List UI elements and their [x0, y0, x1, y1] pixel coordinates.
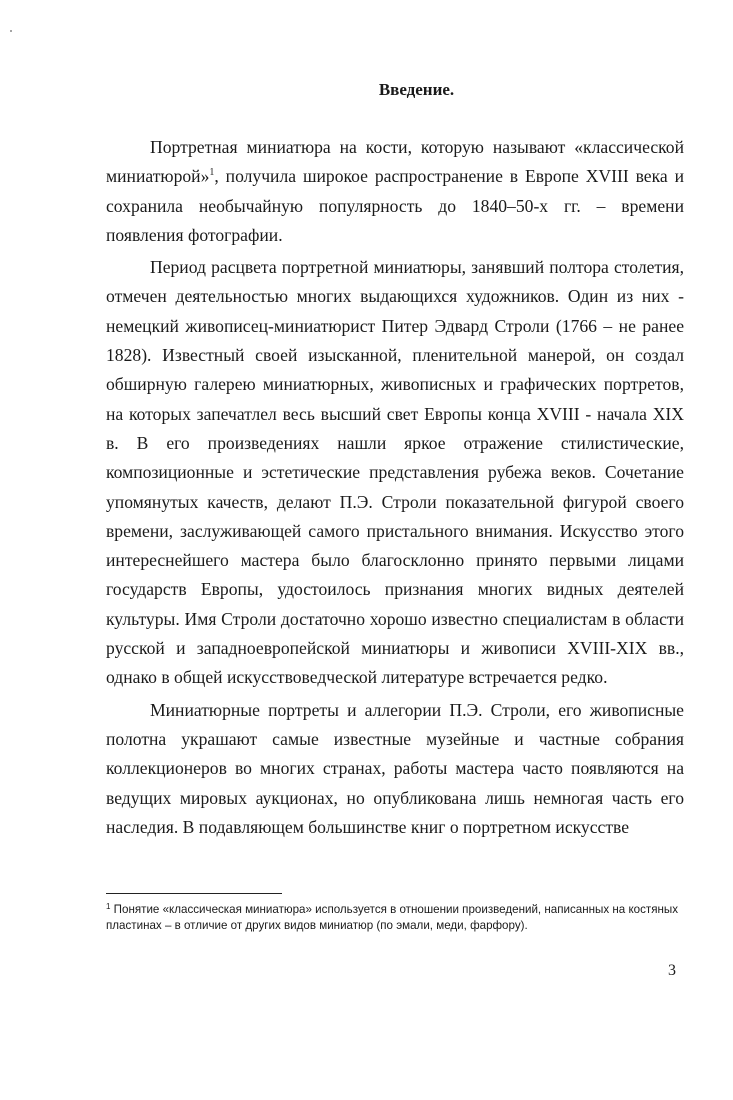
paragraph-1-text-after: , получила широкое распространение в Европе XVIII века и сохранила необычайную популярность до 1840–50-х гг. – времени появления фотографии.	[106, 166, 684, 245]
footnote-reference[interactable]: 1	[209, 167, 215, 179]
footnote-marker: 1	[106, 902, 111, 911]
page-number: 3	[668, 962, 676, 979]
section-heading: Введение.	[378, 80, 455, 99]
scan-speck	[10, 30, 12, 32]
footnote-separator	[106, 893, 282, 894]
paragraph-1	[106, 133, 684, 250]
paragraph-3: Миниатюрные портреты и аллегории П.Э. Строли, его живописные полотна украшают самые известные музейные и частные собрания коллекционеров во многих странах, работы мастера часто появляются на ведущих мировых аукционах, но опубликована лишь немногая часть его наследия. В подавляющем большинстве книг о портретном искусстве	[106, 699, 684, 837]
paragraph-1-text-before: Портретная миниатюра на кости, которую называют «классической миниатюрой»	[106, 137, 684, 187]
footnote	[106, 902, 684, 934]
body-text	[106, 133, 684, 842]
paragraph-2: Период расцвета портретной миниатюры, занявший полтора столетия, отмечен деятельностью многих выдающихся художников. Один из них - немецкий живописец-миниатюрист Питер Эдвард Строли (1766 – не ранее 1828). Известный своей изысканной, пленительной манерой, он создал обширную галерею миниатюрных, живописных и графических портретов, на которых запечатлел весь высший свет Европы конца XVIII - начала XIX в. В его произведениях нашли яркое отражение стилистические, композиционные и эстетические представления рубежа веков. Сочетание упомянутых качеств, делают П.Э. Строли показательной фигурой своего времени, заслуживающей самого пристального внимания. Искусство этого интереснейшего мастера было благосклонно принято первыми лицами государств Европы, удостоилось признания многих видных деятелей культуры. Имя Строли достаточно хорошо известно специалистам в области русской и западноевропейской миниатюры и живописи XVIII-XIX вв., однако в общей искусствоведческой литературе встречается редко.	[106, 257, 684, 688]
footnote-text: Понятие «классическая миниатюра» используется в отношении произведений, написанных на костяных пластинах – в отличие от других видов миниатюр (по эмали, меди, фарфору).	[106, 903, 679, 932]
